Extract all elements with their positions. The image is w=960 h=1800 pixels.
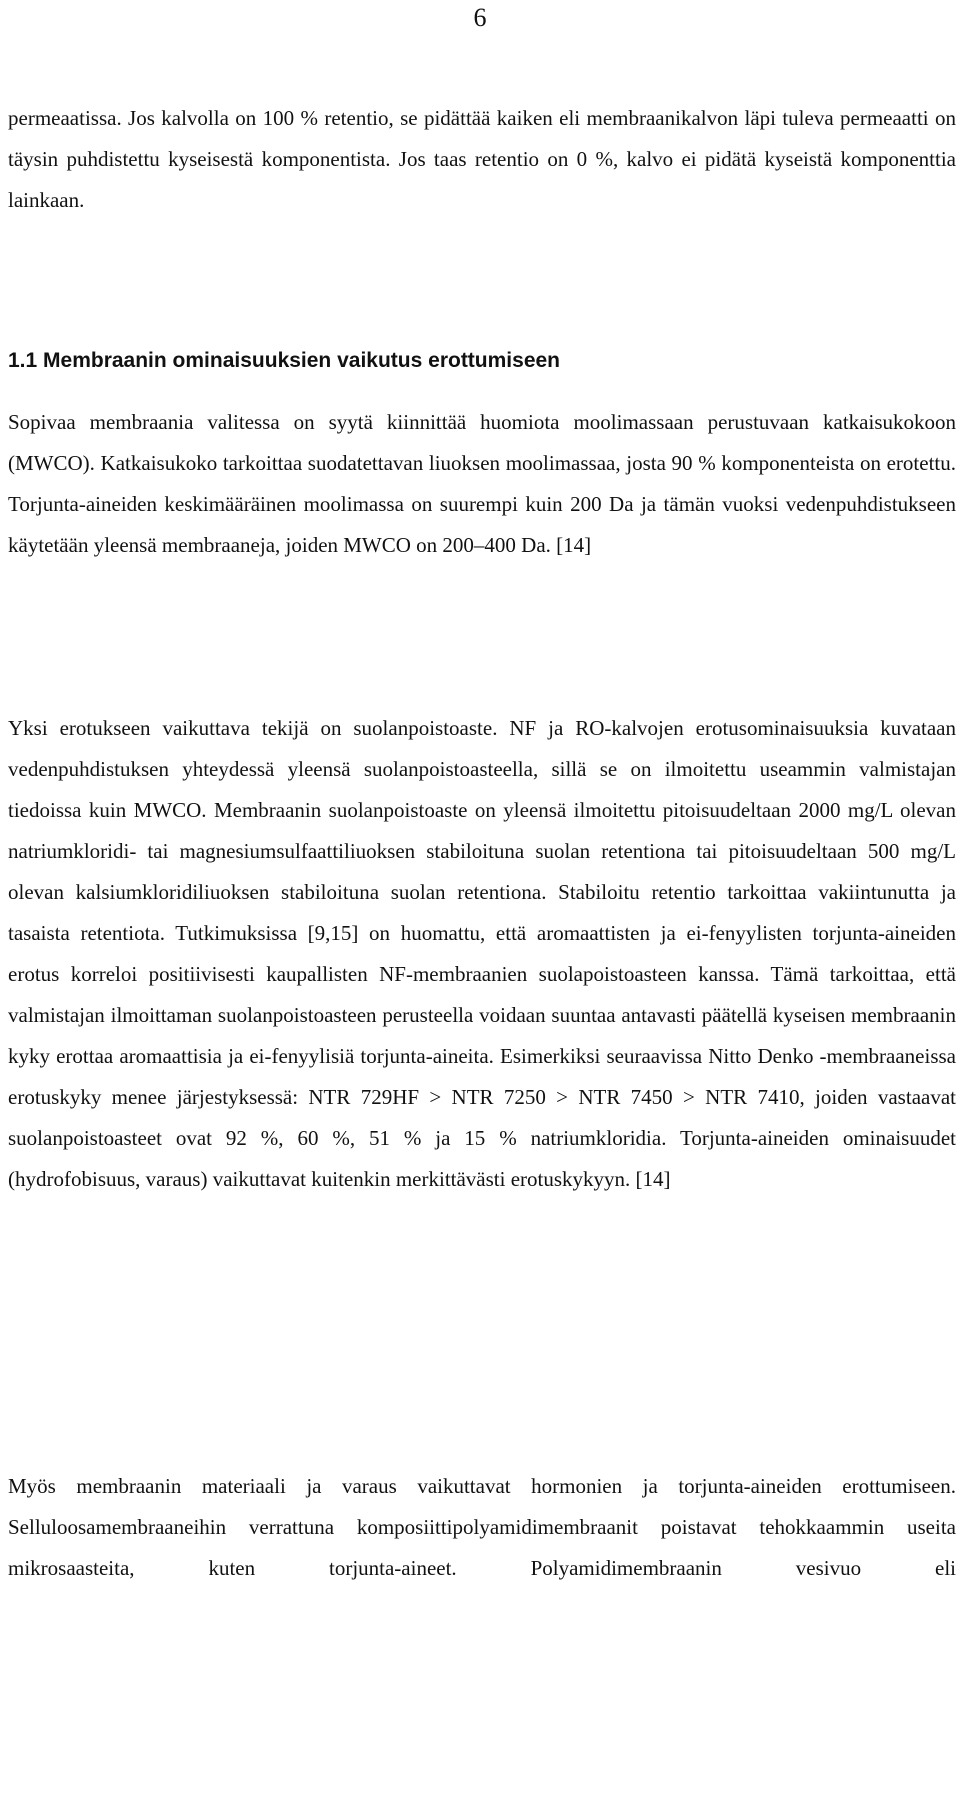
material-paragraph: Myös membraanin materiaali ja varaus vaikuttavat hormonien ja torjunta-aineiden erottumiseen. Selluloosamembraaneihin verrattuna komposiittipolyamidimembraanit poistavat tehokkaammin useita mikrosaasteita, kuten torjunta-aineet. Polyamidimembraanin vesivuo eli <box>8 1474 956 1580</box>
section-heading: 1.1 Membraanin ominaisuuksien vaikutus erottumiseen <box>8 349 560 372</box>
intro-paragraph: permeaatissa. Jos kalvolla on 100 % retentio, se pidättää kaiken eli membraanikalvon läpi tuleva permeaatti on täysin puhdistettu kyseisestä komponentista. Jos taas retentio on 0 %, kalvo ei pidätä kyseistä komponenttia lainkaan. <box>8 106 956 212</box>
mwco-paragraph: Sopivaa membraania valitessa on syytä kiinnittää huomiota moolimassaan perustuvaan katkaisukokoon (MWCO). Katkaisukoko tarkoittaa suodatettavan liuoksen moolimassaa, josta 90 % komponenteista on erotettu. Torjunta-aineiden keskimääräinen moolimassa on suurempi kuin 200 Da ja tämän vuoksi vedenpuhdistukseen käytetään yleensä membraaneja, joiden MWCO on 200–400 Da. [14] <box>8 410 956 557</box>
salt-rejection-paragraph: Yksi erotukseen vaikuttava tekijä on suolanpoistoaste. NF ja RO-kalvojen erotusominaisuuksia kuvataan vedenpuhdistuksen yhteydessä yleensä suolanpoistoasteella, sillä se on ilmoitettu useammin valmistajan tiedoissa kuin MWCO. Membraanin suolanpoistoaste on yleensä ilmoitettu pitoisuudeltaan 2000 mg/L olevan natriumkloridi- tai magnesiumsulfaattiliuoksen stabiloituna suolan retentiona tai pitoisuudeltaan 500 mg/L olevan kalsiumkloridiliuoksen stabiloituna suolan retentiona. Stabiloitu retentio tarkoittaa vakiintunutta ja tasaista retentiota. Tutkimuksissa [9,15] on huomattu, että aromaattisten ja ei-fenyylisten torjunta-aineiden erotus korreloi positiivisesti kaupallisten NF-membraanien suolapoistoasteen kanssa. Tämä tarkoittaa, että valmistajan ilmoittaman suolanpoistoasteen perusteella voidaan suuntaa antavasti päätellä kyseisen membraanin kyky erottaa aromaattisia ja ei-fenyylisiä torjunta-aineita. Esimerkiksi seuraavissa Nitto Denko -membraaneissa erotuskyky menee järjestyksessä: NTR 729HF > NTR 7250 > NTR 7450 > NTR 7410, joiden vastaavat suolanpoistoasteet ovat 92 %, 60 %, 51 % ja 15 % natriumkloridia. Torjunta-aineiden ominaisuudet (hydrofobisuus, varaus) vaikuttavat kuitenkin merkittävästi erotuskykyyn. [14] <box>8 716 956 1191</box>
page-number: 6 <box>473 3 487 32</box>
